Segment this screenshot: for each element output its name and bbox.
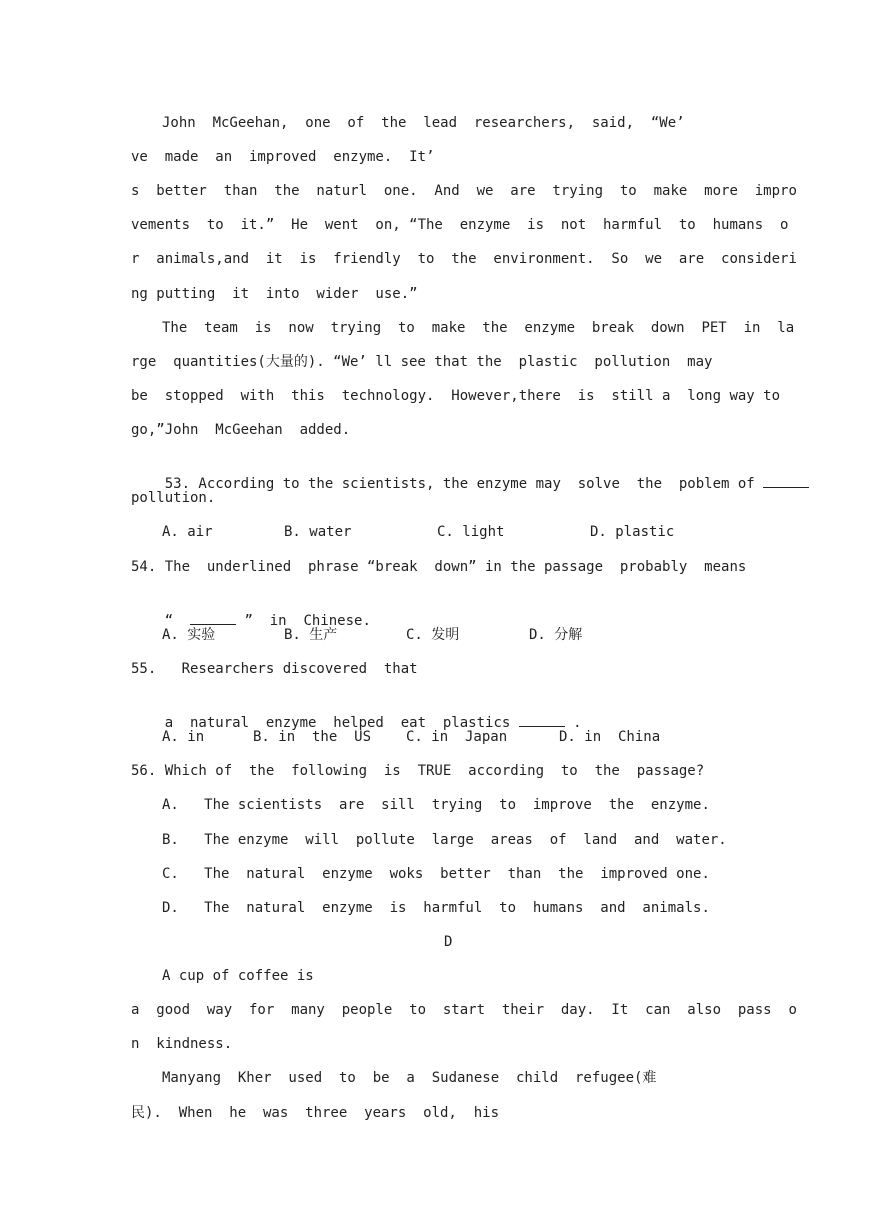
passage-line: vements to it.” He went on, “The enzyme is not harmful to humans o [131, 217, 789, 233]
question-54-text: 54. The underlined phrase “break down” in the passage probably means [131, 559, 747, 575]
question-53 [131, 455, 809, 511]
option-a: A. 实验 [162, 627, 216, 643]
option-a: A. The scientists are sill trying to improve the enzyme. [162, 797, 710, 813]
option-a: A. air [162, 524, 213, 540]
passage-line: r animals,and it is friendly to the environment. So we are consideri [131, 251, 797, 267]
passage-line: s better than the naturl one. And we are trying to make more impro [131, 183, 797, 199]
question-55-text: 55. Researchers discovered that [131, 661, 418, 677]
option-d: D. The natural enzyme is harmful to humans and animals. [162, 900, 710, 916]
passage-line: 民). When he was three years old, his [131, 1105, 500, 1121]
passage-line: a good way for many people to start their day. It can also pass o [131, 1002, 797, 1018]
option-c: C. light [437, 524, 505, 540]
passage-line: be stopped with this technology. However,there is still a long way to [131, 388, 781, 404]
passage-line: ng putting it into wider use.” [131, 286, 418, 302]
passage-line: John McGeehan, one of the lead researchers, said, “We’ [162, 115, 685, 131]
option-b: B. The enzyme will pollute large areas of land and water. [162, 832, 727, 848]
option-c: C. in Japan [406, 729, 508, 745]
option-a: A. in [162, 729, 205, 745]
passage-line: go,”John McGeehan added. [131, 422, 351, 438]
option-d: D. in China [559, 729, 661, 745]
answer-blank [763, 473, 809, 488]
section-heading: D [444, 934, 453, 950]
question-54-end: ” in Chinese. [244, 613, 371, 629]
answer-blank [190, 610, 236, 625]
question-53-text: 53. According to the scientists, the enzyme may solve the poblem of [164, 476, 755, 492]
option-b: B. water [284, 524, 352, 540]
passage-line: The team is now trying to make the enzyme break down PET in la [162, 320, 795, 336]
question-53-cont: pollution. [131, 490, 216, 506]
question-56-text: 56. Which of the following is TRUE according to the passage? [131, 763, 705, 779]
option-b: B. in the US [253, 729, 372, 745]
passage-line: A cup of coffee is [162, 968, 314, 984]
open-quote: “ [164, 613, 174, 629]
passage-line: rge quantities(大量的). “We’ ll see that the plastic pollution may [131, 354, 713, 370]
option-c: C. 发明 [406, 627, 460, 643]
option-d: D. 分解 [529, 627, 583, 643]
option-b: B. 生产 [284, 627, 338, 643]
passage-line: ve made an improved enzyme. It’ [131, 149, 435, 165]
passage-line: n kindness. [131, 1036, 233, 1052]
answer-blank [519, 712, 565, 727]
question-55-period: . [573, 715, 582, 731]
option-d: D. plastic [590, 524, 675, 540]
question-55-text-cont: a natural enzyme helped eat plastics [164, 715, 511, 731]
option-c: C. The natural enzyme woks better than the improved one. [162, 866, 710, 882]
passage-line: Manyang Kher used to be a Sudanese child refugee(难 [162, 1070, 657, 1086]
